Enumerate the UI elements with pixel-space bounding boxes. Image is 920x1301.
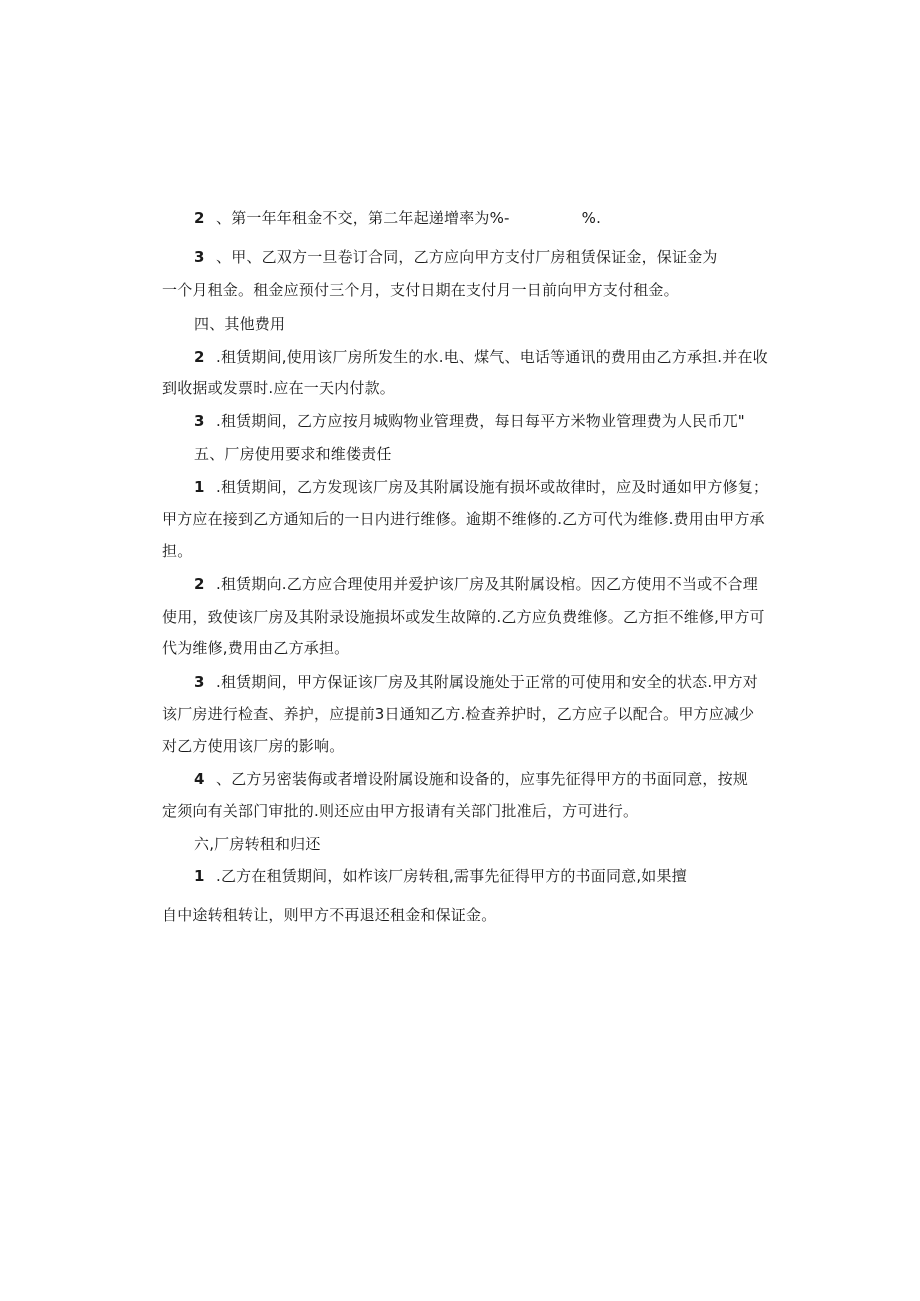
line-text: 、乙方另密装侮或者增设附属设施和设备的，应事先征得甲方的书面同意，按规 xyxy=(216,770,749,788)
line-proper-use-1 xyxy=(194,574,758,594)
line-text: 对乙方使用该厂房的影响。 xyxy=(162,737,345,755)
line-text: .租赁期间，乙方发现该厂房及其附属设施有损坏或故律时，应及时通如甲方修复； xyxy=(216,478,769,496)
item-number: 2 xyxy=(194,209,205,227)
line-text: 代为维修,费用由乙方承担。 xyxy=(162,639,350,657)
line-text: 担。 xyxy=(162,542,193,560)
line-proper-use-2 xyxy=(162,607,765,627)
line-text: 定须向有关部门审批的.则还应由甲方报请有关部门批准后，方可进行。 xyxy=(162,802,639,820)
line-repair-3 xyxy=(162,541,192,561)
item-number: 2 xyxy=(194,348,205,366)
item-number: 3 xyxy=(194,673,205,691)
line-sublet-1 xyxy=(194,866,687,886)
item-number: 1 xyxy=(194,478,205,496)
line-text: .乙方在租赁期间，如柞该厂房转租,需事先征得甲方的书面同意,如果擅 xyxy=(216,867,687,885)
line-utilities-1 xyxy=(194,347,768,367)
section-heading-sublet xyxy=(194,834,321,854)
line-deposit-1 xyxy=(194,247,718,267)
line-proper-use-3 xyxy=(162,638,349,658)
line-text: 、第一年年租金不交，第二年起递增率为%- xyxy=(216,209,510,227)
line-safety-3 xyxy=(162,736,344,756)
section-title: 四、其他费用 xyxy=(194,315,286,333)
line-renovation-1 xyxy=(194,769,748,789)
line-safety-2 xyxy=(162,704,754,724)
line-text: .租赁期向.乙方应合理使用并爱护该厂房及其附属设棺。因乙方使用不当或不合理 xyxy=(216,575,758,593)
item-number: 4 xyxy=(194,770,205,788)
section-title: 六,厂房转租和归还 xyxy=(194,835,321,853)
line-repair-1 xyxy=(194,477,768,497)
line-text: 一个月租金。租金应预付三个月，支付日期在支付月一日前向甲方支付租金。 xyxy=(162,281,679,299)
line-deposit-2 xyxy=(162,280,679,300)
line-safety-1 xyxy=(194,672,758,692)
line-text: .租赁期间，甲方保证该厂房及其附属设施处于正常的可使用和安全的状态.甲方对 xyxy=(216,673,758,691)
section-title: 五、厂房使用要求和维偻责任 xyxy=(194,445,392,463)
line-management-fee xyxy=(194,411,745,431)
item-number: 3 xyxy=(194,248,205,266)
line-text: 、甲、乙双方一旦卷订合同，乙方应向甲方支付厂房租赁保证金，保证金为 xyxy=(216,248,718,266)
line-renovation-2 xyxy=(162,801,638,821)
line-suffix: %. xyxy=(581,209,602,227)
line-utilities-2 xyxy=(162,378,395,398)
line-sublet-2 xyxy=(162,905,496,925)
line-rent-increase xyxy=(194,208,601,228)
item-number: 1 xyxy=(194,867,205,885)
line-text: 甲方应在接到乙方通知后的一日内进行维修。逾期不维修的.乙方可代为维修.费用由甲方承 xyxy=(162,510,765,528)
line-repair-2 xyxy=(162,509,765,529)
section-heading-other-fees xyxy=(194,314,285,334)
line-text: 该厂房进行检查、养护，应提前3日通知乙方.检查养护时，乙方应子以配合。甲方应减少 xyxy=(162,705,755,723)
section-heading-usage xyxy=(194,444,392,464)
line-text: .租赁期间，乙方应按月城购物业管理费，每日每平方米物业管理费为人民币兀" xyxy=(216,412,745,430)
line-text: .租赁期间,使用该厂房所发生的水.电、煤气、电话等通讯的费用由乙方承担.并在收 xyxy=(216,348,768,366)
line-text: 到收据或发票时.应在一天内付款。 xyxy=(162,379,395,397)
line-text: 使用，致使该厂房及其附录设施损坏或发生故障的.乙方应负费维修。乙方拒不维修,甲方可 xyxy=(162,608,765,626)
item-number: 2 xyxy=(194,575,205,593)
line-text: 自中途转租转让，则甲方不再退还租金和保证金。 xyxy=(162,906,497,924)
item-number: 3 xyxy=(194,412,205,430)
